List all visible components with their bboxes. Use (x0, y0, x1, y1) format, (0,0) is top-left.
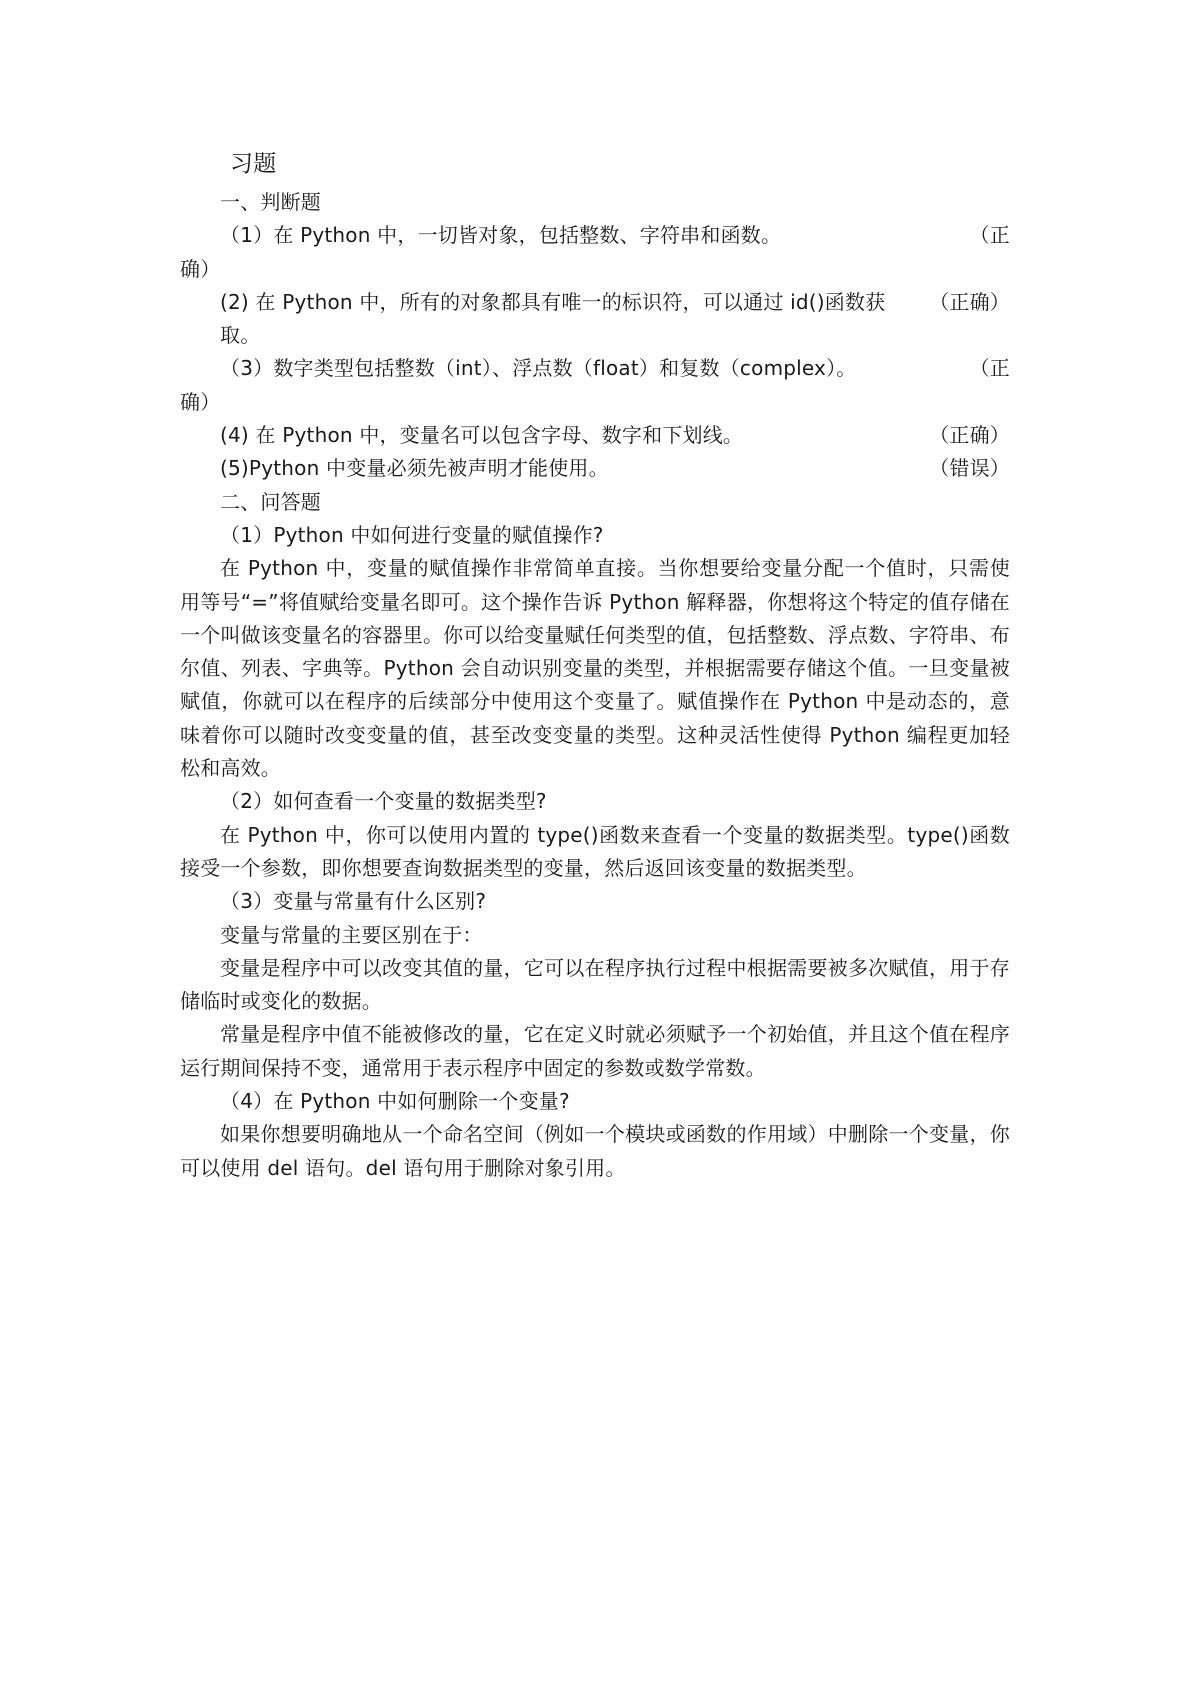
answer-3-intro: 变量与常量的主要区别在于： (220, 922, 483, 947)
question-1: （1）Python 中如何进行变量的赋值操作? (220, 522, 604, 547)
answer-3-constant: 常量是程序中值不能被修改的量，它在定义时就必须赋予一个初始值，并且这个值在程序运行期间保持不变，通常用于表示程序中固定的参数或数学常数。 (180, 1022, 1010, 1080)
answer-2: 在 Python 中，你可以使用内置的 type()函数来查看一个变量的数据类型。type()函数接受一个参数，即你想要查询数据类型的变量，然后返回该变量的数据类型。 (180, 822, 1010, 880)
tf-item-3-text: （3）数字类型包括整数（int）、浮点数（float）和复数（complex）。 (220, 356, 857, 381)
tf-item-3 (180, 352, 1010, 385)
tf-item-1-answer-head: （正 (969, 223, 1010, 248)
answer-4: 如果你想要明确地从一个命名空间（例如一个模块或函数的作用域）中删除一个变量，你可以使用 del 语句。del 语句用于删除对象引用。 (180, 1122, 1010, 1180)
answer-1: 在 Python 中，变量的赋值操作非常简单直接。当你想要给变量分配一个值时，只需使用等号“=”将值赋给变量名即可。这个操作告诉 Python 解释器，你想将这个特定的值存储在一个叫做该变量名的容器里。你可以给变量赋任何类型的值，包括整数、浮点数、字符串、布尔值、列表、字典等。Python 会自动识别变量的类型，并根据需要存储这个值。一旦变量被赋值，你就可以在程序的后续部分中使用这个变量了。赋值操作在 Python 中是动态的，意味着你可以随时改变变量的值，甚至改变变量的类型。这种灵活性使得 Python 编程更加轻松和高效。 (180, 556, 1010, 781)
question-4: （4）在 Python 中如何删除一个变量? (220, 1089, 570, 1114)
tf-item-4-answer: （正确） (929, 423, 1010, 448)
answer-3-variable: 变量是程序中可以改变其值的量，它可以在程序执行过程中根据需要被多次赋值，用于存储临时或变化的数据。 (180, 955, 1010, 1014)
section-heading-qa: 二、问答题 (220, 489, 321, 514)
tf-item-2-answer: （正确） (929, 289, 1010, 314)
tf-item-5 (180, 452, 1010, 485)
tf-item-1-answer-tail: 确） (180, 256, 221, 281)
page-title: 习题 (230, 151, 277, 177)
tf-item-5-answer: （错误） (929, 456, 1010, 481)
tf-item-1 (180, 219, 1010, 252)
tf-item-3-answer-tail: 确） (180, 389, 221, 414)
question-2: （2）如何查看一个变量的数据类型? (220, 789, 547, 814)
section-heading-true-false: 一、判断题 (220, 190, 321, 214)
question-3: （3）变量与常量有什么区别? (220, 889, 487, 914)
tf-item-4 (180, 419, 1010, 452)
tf-item-2 (180, 286, 1010, 353)
tf-item-5-text: (5)Python 中变量必须先被声明才能使用。 (220, 456, 609, 481)
tf-item-3-answer-head: （正 (969, 356, 1010, 381)
tf-item-2-text: (2) 在 Python 中，所有的对象都具有唯一的标识符，可以通过 id()函数获取。 (220, 289, 886, 348)
tf-item-1-text: （1）在 Python 中，一切皆对象，包括整数、字符串和函数。 (220, 223, 782, 248)
tf-item-4-text: (4) 在 Python 中，变量名可以包含字母、数字和下划线。 (220, 423, 744, 448)
document-body (180, 146, 1010, 1185)
